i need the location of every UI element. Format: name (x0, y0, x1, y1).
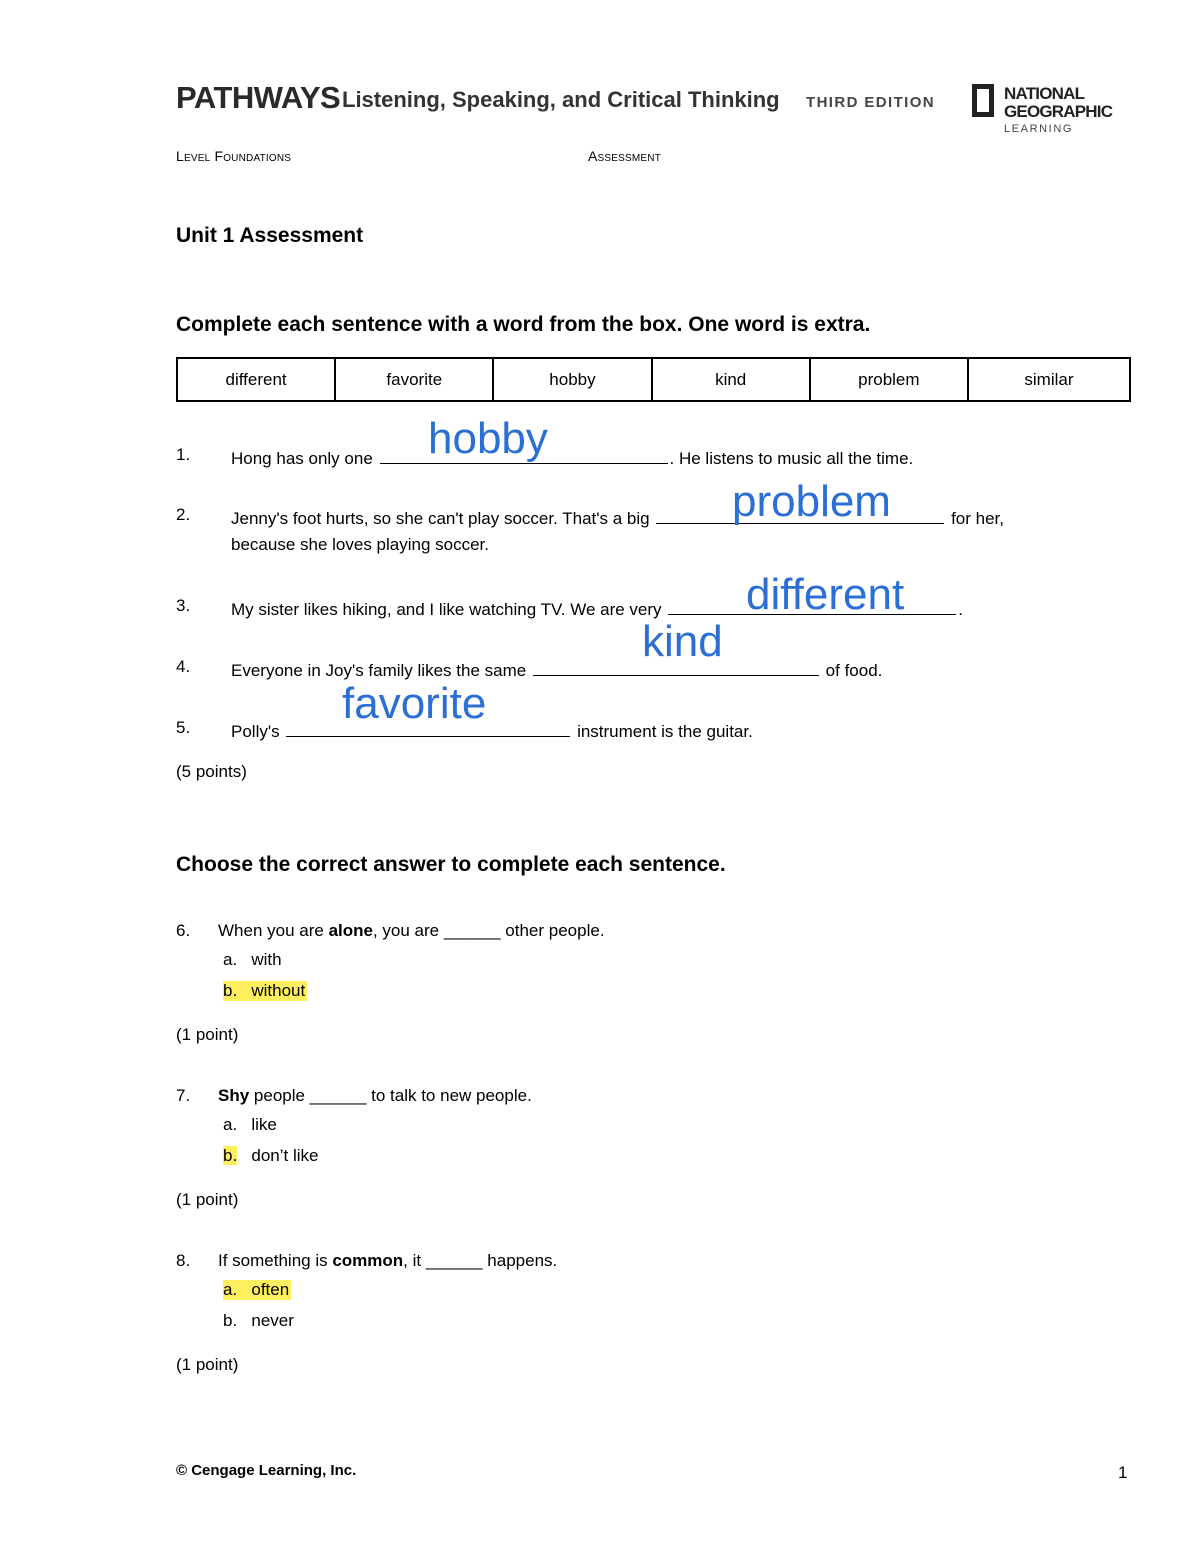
word-box-cell: favorite (335, 358, 493, 401)
option-text: never (251, 1311, 294, 1330)
handwritten-answer: hobby (428, 414, 548, 463)
word-box-cell: different (177, 358, 335, 401)
option-a-selected[interactable] (223, 1280, 291, 1300)
question-text-post: people ______ to talk to new people. (249, 1086, 532, 1105)
option-letter: a. (223, 950, 238, 969)
logo-text-learning: LEARNING (1004, 123, 1074, 135)
points-label: (1 point) (176, 1355, 239, 1374)
brand-title: PATHWAYS (176, 80, 341, 115)
question-6 (218, 921, 605, 941)
points-label: (5 points) (176, 762, 247, 781)
question-number: 4. (176, 657, 191, 676)
question-8 (218, 1251, 557, 1271)
word-box-cell: similar (968, 358, 1130, 401)
section1-instruction: Complete each sentence with a word from the box. One word is extra. (176, 313, 871, 336)
handwritten-answer: different (746, 570, 905, 619)
option-b-selected[interactable] (223, 981, 307, 1001)
copyright-footer: © Cengage Learning, Inc. (176, 1462, 357, 1479)
word-box (176, 357, 1131, 402)
word-box-cell: hobby (493, 358, 651, 401)
series-title: Listening, Speaking, and Critical Thinking (342, 87, 780, 112)
question-number: 5. (176, 718, 191, 737)
page-number: 1 (1118, 1463, 1128, 1482)
option-text: don’t like (251, 1146, 319, 1165)
question-5 (231, 718, 753, 742)
question-text-after: for her, (951, 509, 1004, 528)
option-a[interactable] (223, 950, 282, 970)
question-text-before: Everyone in Joy's family likes the same (231, 661, 527, 680)
question-text-post: , it ______ happens. (403, 1251, 558, 1270)
logo-text-national: NATIONAL (1004, 84, 1085, 103)
option-text: with (251, 950, 282, 969)
section2-instruction: Choose the correct answer to complete each sentence. (176, 853, 726, 876)
key-word: alone (328, 921, 373, 940)
option-text: like (251, 1115, 277, 1134)
option-b-selected[interactable] (223, 1146, 318, 1166)
page-title: Unit 1 Assessment (176, 224, 364, 247)
option-text: often (251, 1280, 290, 1299)
question-text-before: Jenny's foot hurts, so she can't play soccer. That's a big (231, 509, 650, 528)
points-label: (1 point) (176, 1190, 239, 1209)
key-word: Shy (218, 1086, 250, 1105)
option-letter: a. (223, 1115, 238, 1134)
question-text-after: . He listens to music all the time. (669, 449, 914, 468)
option-letter: b. (223, 981, 238, 1000)
logo-text-geographic: GEOGRAPHIC (1004, 102, 1113, 121)
question-text-pre: If something is (218, 1251, 333, 1270)
question-text-after: . (958, 600, 963, 619)
question-number: 2. (176, 505, 191, 524)
handwritten-answer: favorite (342, 679, 487, 728)
level-label: Level Foundations (176, 148, 292, 164)
question-number: 6. (176, 921, 191, 940)
option-letter: b. (223, 1146, 238, 1165)
word-box-cell: kind (652, 358, 810, 401)
points-label: (1 point) (176, 1025, 239, 1044)
key-word: common (332, 1251, 404, 1270)
option-b[interactable] (223, 1311, 294, 1331)
handwritten-answer: kind (642, 617, 723, 666)
question-text-before: Hong has only one (231, 449, 373, 468)
question-number: 8. (176, 1251, 191, 1270)
assessment-label: Assessment (588, 148, 662, 164)
option-text: without (251, 981, 306, 1000)
question-text-before: Polly's (231, 722, 280, 741)
national-geographic-logo-icon (972, 84, 994, 117)
edition-label: THIRD EDITION (806, 94, 936, 111)
question-1 (231, 445, 913, 469)
handwritten-answer: problem (732, 477, 891, 526)
question-text-before: My sister likes hiking, and I like watching TV. We are very (231, 600, 662, 619)
question-7 (218, 1086, 532, 1106)
question-number: 1. (176, 445, 191, 464)
option-letter: a. (223, 1280, 238, 1299)
question-text-after: of food. (825, 661, 883, 680)
word-box-cell: problem (810, 358, 968, 401)
question-text-line2: because she loves playing soccer. (231, 535, 489, 554)
question-4 (231, 657, 882, 681)
question-text-post: , you are ______ other people. (372, 921, 605, 940)
question-text-after: instrument is the guitar. (577, 722, 753, 741)
option-a[interactable] (223, 1115, 277, 1135)
option-letter: b. (223, 1311, 238, 1330)
question-text-pre: When you are (218, 921, 329, 940)
question-number: 3. (176, 596, 191, 615)
question-number: 7. (176, 1086, 191, 1105)
